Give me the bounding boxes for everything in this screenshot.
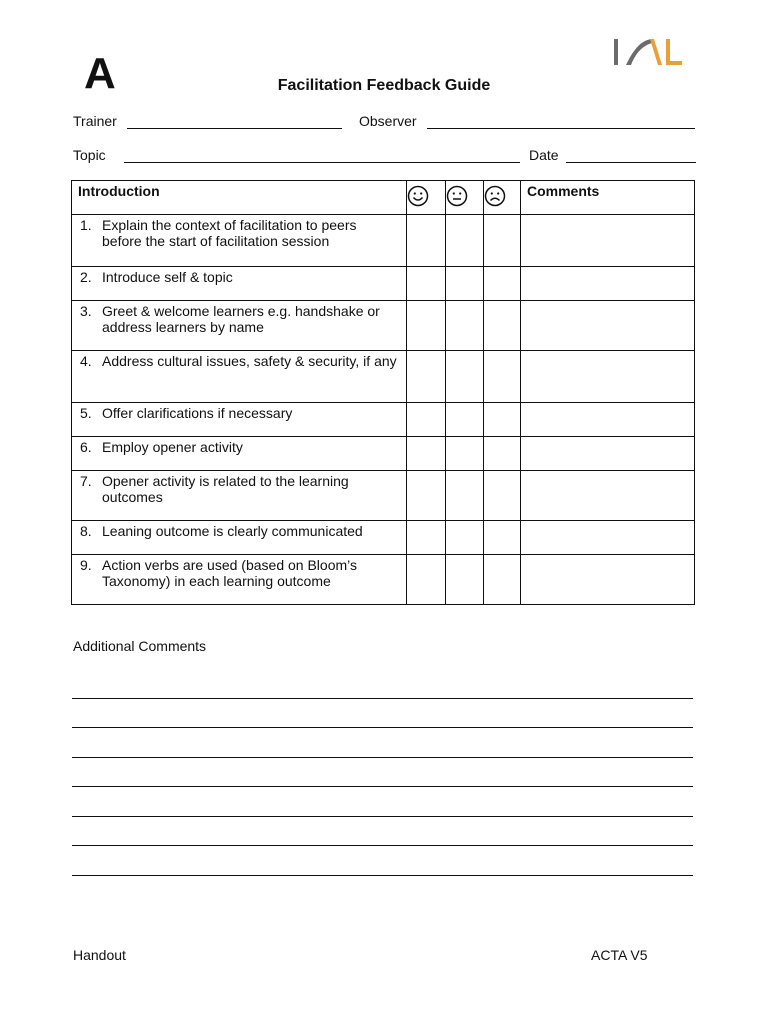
comments-cell[interactable] (521, 267, 695, 301)
sad-rating-cell[interactable] (484, 403, 521, 437)
happy-rating-cell[interactable] (407, 403, 446, 437)
table-row (72, 403, 695, 437)
comment-line[interactable] (72, 698, 693, 699)
handout-letter: A (84, 49, 116, 98)
comments-cell[interactable] (521, 351, 695, 403)
additional-comments-label: Additional Comments (73, 638, 207, 654)
introduction-header: Introduction (72, 181, 407, 215)
comments-cell[interactable] (521, 215, 695, 267)
neutral-rating-cell[interactable] (446, 555, 484, 605)
page-title: Facilitation Feedback Guide (277, 77, 491, 94)
sad-rating-cell[interactable] (484, 521, 521, 555)
smiley-happy-icon (407, 185, 429, 207)
observer-label: Observer (359, 113, 417, 129)
sad-rating-header (484, 181, 521, 215)
happy-rating-cell[interactable] (407, 267, 446, 301)
neutral-rating-cell[interactable] (446, 403, 484, 437)
item-cell: 5. Offer clarifications if necessary (72, 403, 407, 437)
table-row (72, 471, 695, 521)
smiley-neutral-icon (446, 185, 468, 207)
feedback-table (71, 180, 695, 605)
neutral-rating-header (446, 181, 484, 215)
happy-rating-cell[interactable] (407, 351, 446, 403)
comment-line[interactable] (72, 786, 693, 787)
sad-rating-cell[interactable] (484, 351, 521, 403)
item-cell: 4. Address cultural issues, safety & security, if any (72, 351, 407, 403)
comments-cell[interactable] (521, 555, 695, 605)
happy-rating-cell[interactable] (407, 437, 446, 471)
table-header-row (72, 181, 695, 215)
ial-logo (612, 36, 684, 68)
comments-cell[interactable] (521, 403, 695, 437)
item-cell: 7. Opener activity is related to the learning outcomes (72, 471, 407, 521)
happy-rating-cell[interactable] (407, 521, 446, 555)
item-cell: 9. Action verbs are used (based on Bloom’s Taxonomy) in each learning outcome (72, 555, 407, 605)
sad-rating-cell[interactable] (484, 301, 521, 351)
comment-line[interactable] (72, 757, 693, 758)
ial-logo-icon (612, 36, 684, 68)
sad-rating-cell[interactable] (484, 437, 521, 471)
item-cell: 3. Greet & welcome learners e.g. handshake or address learners by name (72, 301, 407, 351)
topic-label: Topic (73, 147, 106, 163)
table-row (72, 521, 695, 555)
date-label: Date (529, 147, 559, 163)
table-row (72, 267, 695, 301)
observer-field[interactable] (427, 114, 695, 129)
comments-cell[interactable] (521, 521, 695, 555)
item-cell: 8. Leaning outcome is clearly communicated (72, 521, 407, 555)
smiley-sad-icon (484, 185, 506, 207)
table-row (72, 301, 695, 351)
neutral-rating-cell[interactable] (446, 267, 484, 301)
sad-rating-cell[interactable] (484, 471, 521, 521)
sad-rating-cell[interactable] (484, 555, 521, 605)
item-cell: 6. Employ opener activity (72, 437, 407, 471)
happy-rating-cell[interactable] (407, 215, 446, 267)
footer-handout: Handout (73, 947, 126, 963)
neutral-rating-cell[interactable] (446, 521, 484, 555)
table-row (72, 351, 695, 403)
comment-line[interactable] (72, 875, 693, 876)
happy-rating-cell[interactable] (407, 555, 446, 605)
table-row (72, 215, 695, 267)
neutral-rating-cell[interactable] (446, 215, 484, 267)
happy-rating-cell[interactable] (407, 301, 446, 351)
footer-version: ACTA V5 (591, 947, 648, 963)
neutral-rating-cell[interactable] (446, 301, 484, 351)
neutral-rating-cell[interactable] (446, 471, 484, 521)
happy-rating-cell[interactable] (407, 471, 446, 521)
date-field[interactable] (566, 148, 696, 163)
neutral-rating-cell[interactable] (446, 351, 484, 403)
comments-cell[interactable] (521, 301, 695, 351)
comment-line[interactable] (72, 727, 693, 728)
item-cell: 2. Introduce self & topic (72, 267, 407, 301)
neutral-rating-cell[interactable] (446, 437, 484, 471)
sad-rating-cell[interactable] (484, 215, 521, 267)
comments-header: Comments (521, 181, 695, 215)
trainer-field[interactable] (127, 114, 342, 129)
comments-cell[interactable] (521, 437, 695, 471)
comments-cell[interactable] (521, 471, 695, 521)
comment-line[interactable] (72, 816, 693, 817)
happy-rating-header (407, 181, 446, 215)
trainer-label: Trainer (73, 113, 117, 129)
sad-rating-cell[interactable] (484, 267, 521, 301)
table-row (72, 555, 695, 605)
comment-line[interactable] (72, 845, 693, 846)
item-cell: 1. Explain the context of facilitation to peers before the start of facilitation session (72, 215, 407, 267)
topic-field[interactable] (124, 148, 520, 163)
table-row (72, 437, 695, 471)
